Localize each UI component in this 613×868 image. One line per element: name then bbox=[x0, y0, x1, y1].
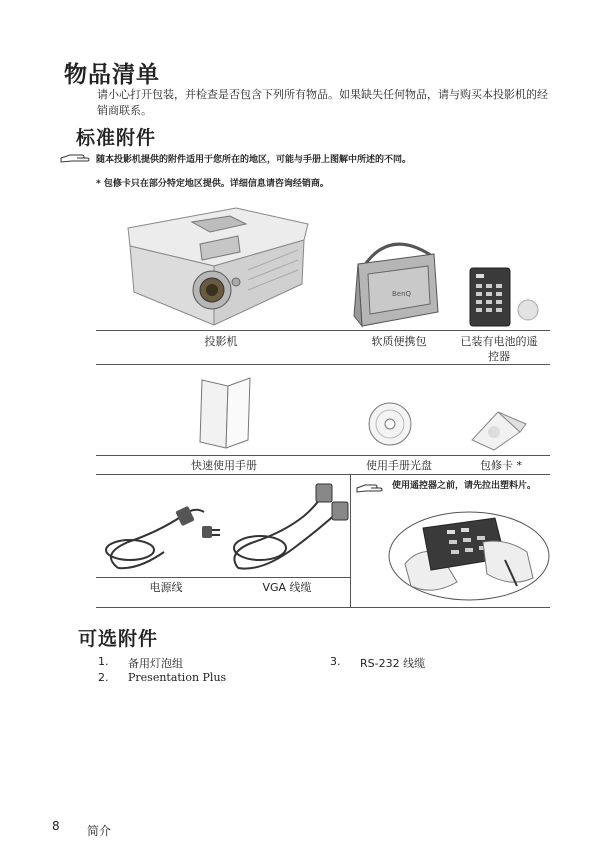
standard-heading: 标准附件 bbox=[76, 127, 157, 149]
optional-item-number: 3. bbox=[330, 655, 341, 668]
row-divider bbox=[96, 364, 550, 365]
caption-quick-guide: 快速使用手册 bbox=[191, 459, 257, 472]
caption-remote: 已装有电池的遥控器 bbox=[460, 335, 538, 363]
caption-power-cord: 电源线 bbox=[149, 581, 183, 594]
power-cord-image bbox=[98, 494, 224, 578]
quick-guide-image bbox=[198, 374, 254, 456]
section-name: 简介 bbox=[87, 824, 112, 838]
bag-brand: BenQ bbox=[392, 290, 412, 298]
optional-item-label: RS-232 线缆 bbox=[360, 657, 426, 670]
row-divider bbox=[96, 455, 550, 456]
carry-bag-image bbox=[350, 234, 446, 334]
projector-image bbox=[118, 200, 318, 334]
caption-projector: 投影机 bbox=[204, 335, 238, 348]
standard-note: 随本投影机提供的附件适用于您所在的地区，可能与手册上图解中所述的不同。 bbox=[96, 155, 412, 165]
row-divider bbox=[96, 474, 550, 475]
caption-vga-cable: VGA 线缆 bbox=[262, 581, 312, 594]
page-title: 物品清单 bbox=[64, 62, 160, 88]
hand-pointer-icon bbox=[60, 150, 92, 169]
hand-pointer-icon bbox=[356, 480, 384, 499]
warranty-note: * 包修卡只在部分特定地区提供。详细信息请咨询经销商。 bbox=[96, 179, 329, 189]
page-number: 8 bbox=[52, 819, 60, 833]
cd-image bbox=[366, 400, 416, 454]
caption-bag: 软质便携包 bbox=[371, 335, 427, 348]
column-divider bbox=[350, 474, 351, 607]
row-divider bbox=[96, 577, 350, 578]
optional-item-number: 1. bbox=[98, 655, 109, 668]
warranty-card-image bbox=[470, 406, 530, 456]
remote-tip: 使用遥控器之前，请先拉出塑料片。 bbox=[392, 481, 537, 491]
caption-warranty: 包修卡 * bbox=[480, 459, 522, 472]
row-divider bbox=[96, 330, 550, 331]
optional-item-number: 2. bbox=[98, 671, 109, 684]
caption-cd: 使用手册光盘 bbox=[366, 459, 432, 472]
optional-heading: 可选附件 bbox=[78, 628, 159, 650]
vga-cable-image bbox=[228, 482, 354, 578]
optional-item-label: 备用灯泡组 bbox=[128, 657, 183, 670]
intro-text: 请小心打开包装，并检查是否包含下列所有物品。如果缺失任何物品，请与购买本投影机的经销商联系。 bbox=[97, 88, 548, 117]
optional-item-label: Presentation Plus bbox=[128, 671, 227, 684]
row-divider bbox=[96, 607, 550, 608]
remote-image bbox=[468, 266, 546, 332]
remote-pull-tab-image bbox=[387, 508, 551, 606]
